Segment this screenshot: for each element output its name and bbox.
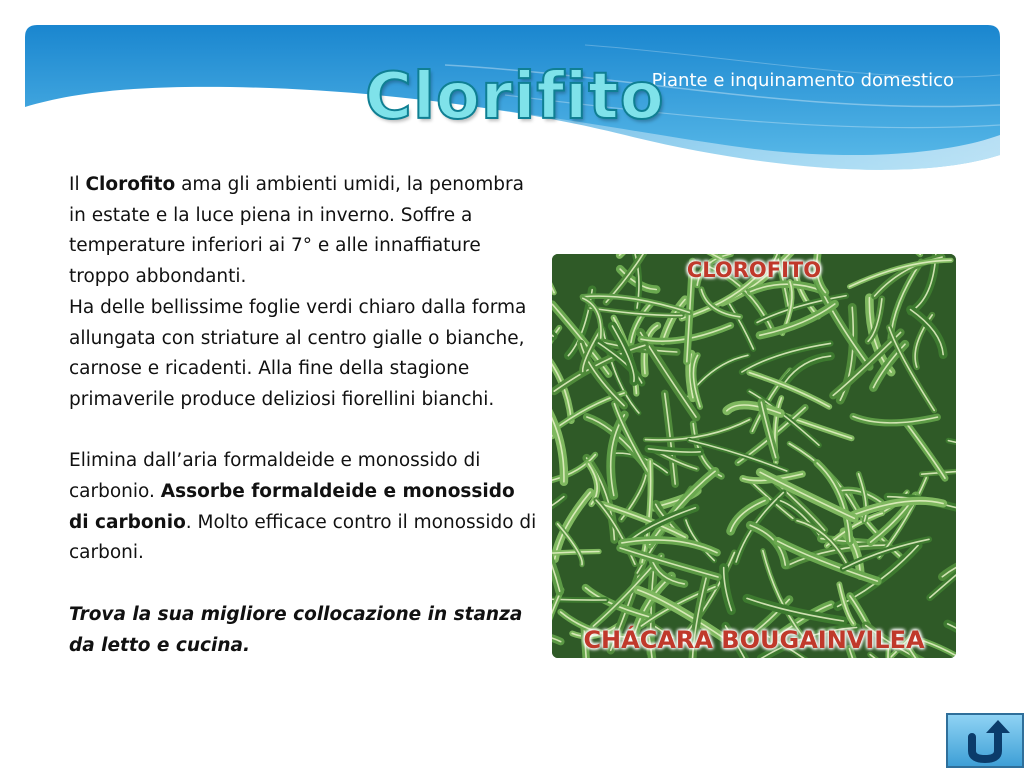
plant-name: Clorofito <box>85 174 176 195</box>
spacer <box>69 569 539 600</box>
spacer <box>69 416 539 447</box>
text-span: Elimina dall’aria formaldeide e monossido di carbonio. <box>69 450 481 503</box>
text-span: Il <box>69 174 86 195</box>
body-text <box>69 170 539 661</box>
plant-photo <box>552 254 956 658</box>
photo-caption-bottom: CHÁCARA BOUGAINVILEA <box>583 626 925 654</box>
photo-caption-top: CLOROFITO <box>686 258 822 282</box>
paragraph-description: Ha delle bellissime foglie verdi chiaro dalla forma allungata con striature al centro gialle o bianche, carnose e ricadenti. Alla fine della stagione primaverile produce deliziosi fiorellini bianchi. <box>69 296 527 410</box>
foliage-illustration <box>552 254 956 658</box>
text-span: . Molto efficace contro il monossido di carboni. <box>69 511 537 564</box>
slide-title: Clorifito <box>365 60 665 134</box>
presentation-subtitle: Piante e inquinamento domestico <box>651 70 954 91</box>
paragraph-benefits <box>69 446 539 569</box>
text-span: ama gli ambienti umidi, la penombra in estate e la luce piena in inverno. Soffre a temperature inferiori ai 7° e alle innaffiature troppo abbondanti. <box>69 174 524 288</box>
benefit-highlight: Assorbe formaldeide e monossido di carbonio <box>69 481 515 533</box>
back-button[interactable] <box>946 713 1024 768</box>
paragraph-placement: Trova la sua migliore collocazione in stanza da letto e cucina. <box>69 603 523 656</box>
u-turn-back-arrow-icon <box>948 715 1022 766</box>
paragraph-care <box>69 170 539 293</box>
